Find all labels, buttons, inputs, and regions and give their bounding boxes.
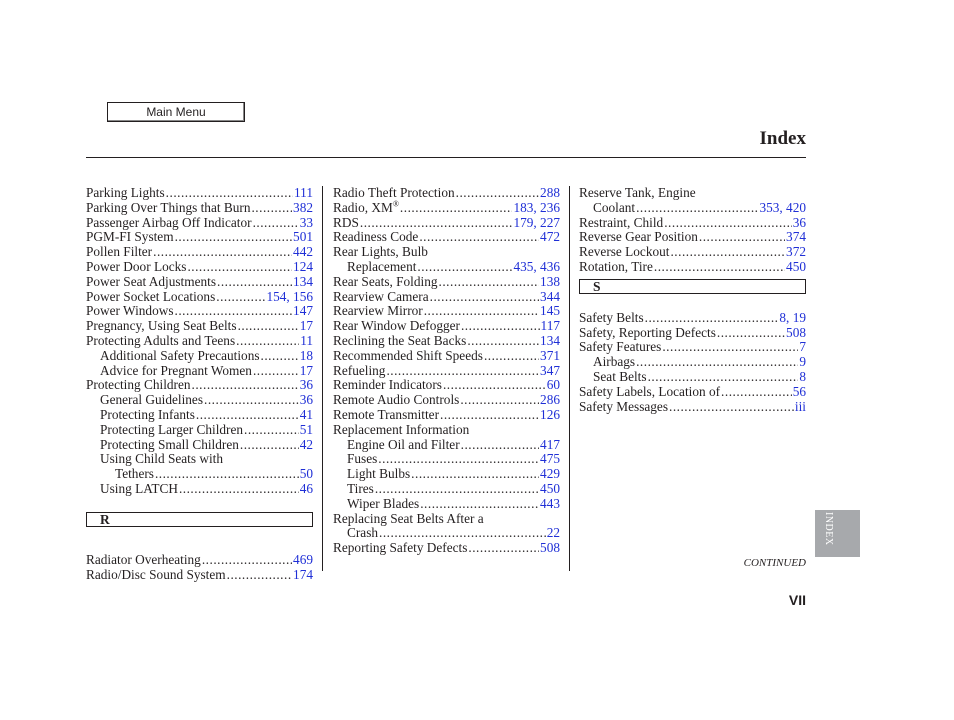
index-entry[interactable]: Power Socket Locations ..... 154, 156 — [86, 290, 313, 305]
index-entry[interactable]: Parking Lights ..... 111 — [86, 186, 313, 201]
index-subentry[interactable]: Crash ..... 22 — [333, 526, 560, 541]
letter-heading-s: S — [579, 279, 806, 294]
index-entry: Replacing Seat Belts After a — [333, 510, 484, 526]
header-rule — [86, 157, 806, 158]
index-entry[interactable]: Restraint, Child ..... 36 — [579, 216, 806, 231]
index-entry: Rear Lights, Bulb — [333, 244, 428, 260]
index-column-2 — [333, 186, 560, 556]
index-entry[interactable]: Remote Transmitter ..... 126 — [333, 408, 560, 423]
index-entry[interactable]: Parking Over Things that Burn ..... 382 — [86, 201, 313, 216]
index-subentry[interactable]: General Guidelines ..... 36 — [86, 393, 313, 408]
index-subentry: Using Child Seats with — [100, 451, 224, 467]
index-entry[interactable]: Power Seat Adjustments ..... 134 — [86, 275, 313, 290]
index-entry[interactable]: Pollen Filter ..... 442 — [86, 245, 313, 260]
column-divider — [569, 186, 570, 571]
index-subentry[interactable]: Tires ..... 450 — [333, 482, 560, 497]
column-divider — [322, 186, 323, 571]
index-entry[interactable]: Power Windows ..... 147 — [86, 304, 313, 319]
index-entry[interactable]: Safety, Reporting Defects ..... 508 — [579, 326, 806, 341]
index-entry[interactable]: Protecting Children ..... 36 — [86, 378, 313, 393]
index-entry[interactable]: Readiness Code ..... 472 — [333, 230, 560, 245]
index-section-tab[interactable]: INDEX — [815, 510, 860, 557]
index-entry: Replacement Information — [333, 421, 470, 437]
letter-heading-r: R — [86, 512, 313, 527]
main-menu-button[interactable]: Main Menu — [107, 102, 245, 122]
index-entry[interactable]: RDS ..... 179, 227 — [333, 216, 560, 231]
index-entry[interactable]: Power Door Locks ..... 124 — [86, 260, 313, 275]
index-column-1 — [86, 186, 313, 583]
index-subentry[interactable]: Using LATCH ..... 46 — [86, 482, 313, 497]
index-entry[interactable]: Reverse Gear Position ..... 374 — [579, 230, 806, 245]
index-entry[interactable]: Safety Features ..... 7 — [579, 340, 806, 355]
index-subentry[interactable]: Airbags ..... 9 — [579, 355, 806, 370]
index-entry[interactable]: Remote Audio Controls ..... 286 — [333, 393, 560, 408]
index-subentry[interactable]: Tethers ..... 50 — [86, 467, 313, 482]
index-entry[interactable]: Refueling ..... 347 — [333, 364, 560, 379]
index-entry[interactable]: Rear Window Defogger ..... 117 — [333, 319, 560, 334]
index-subentry[interactable]: Protecting Larger Children ..... 51 — [86, 423, 313, 438]
index-entry[interactable]: Reminder Indicators ..... 60 — [333, 378, 560, 393]
index-subentry[interactable]: Engine Oil and Filter ..... 417 — [333, 438, 560, 453]
index-column-3 — [579, 186, 806, 414]
index-subentry[interactable]: Protecting Infants ..... 41 — [86, 408, 313, 423]
index-entry[interactable]: Reporting Safety Defects ..... 508 — [333, 541, 560, 556]
index-entry[interactable]: Rear Seats, Folding ..... 138 — [333, 275, 560, 290]
index-entry[interactable]: Radio Theft Protection ..... 288 — [333, 186, 560, 201]
index-entry[interactable]: Radiator Overheating ..... 469 — [86, 553, 313, 568]
index-subentry[interactable]: Protecting Small Children ..... 42 — [86, 438, 313, 453]
index-entry[interactable]: Reverse Lockout ..... 372 — [579, 245, 806, 260]
index-entry[interactable]: Safety Labels, Location of ..... 56 — [579, 385, 806, 400]
index-subentry[interactable]: Fuses ..... 475 — [333, 452, 560, 467]
index-entry[interactable]: Rearview Mirror ..... 145 — [333, 304, 560, 319]
index-entry[interactable]: Radio/Disc Sound System ..... 174 — [86, 568, 313, 583]
index-entry[interactable]: Pregnancy, Using Seat Belts ..... 17 — [86, 319, 313, 334]
index-entry[interactable]: Safety Belts ..... 8, 19 — [579, 311, 806, 326]
registered-mark: ® — [392, 199, 399, 209]
index-subentry[interactable]: Replacement ..... 435, 436 — [333, 260, 560, 275]
index-subentry[interactable]: Advice for Pregnant Women ..... 17 — [86, 364, 313, 379]
index-subentry[interactable]: Wiper Blades ..... 443 — [333, 497, 560, 512]
index-subentry[interactable]: Seat Belts ..... 8 — [579, 370, 806, 385]
index-subentry[interactable]: Coolant ..... 353, 420 — [579, 201, 806, 216]
continued-note: CONTINUED — [743, 557, 806, 569]
index-entry: Reserve Tank, Engine — [579, 185, 696, 200]
index-entry[interactable]: Protecting Adults and Teens ..... 11 — [86, 334, 313, 349]
index-entry[interactable]: Radio, XM® ..... 183, 236 — [333, 201, 560, 216]
index-subentry[interactable]: Light Bulbs ..... 429 — [333, 467, 560, 482]
index-entry[interactable]: Rearview Camera ..... 344 — [333, 290, 560, 305]
index-entry[interactable]: Reclining the Seat Backs ..... 134 — [333, 334, 560, 349]
index-entry[interactable]: Safety Messages ..... iii — [579, 400, 806, 415]
index-entry[interactable]: Passenger Airbag Off Indicator ..... 33 — [86, 216, 313, 231]
index-subentry[interactable]: Additional Safety Precautions ..... 18 — [86, 349, 313, 364]
index-entry[interactable]: Recommended Shift Speeds ..... 371 — [333, 349, 560, 364]
page-title: Index — [759, 128, 806, 149]
index-entry[interactable]: PGM-FI System ..... 501 — [86, 230, 313, 245]
index-entry[interactable]: Rotation, Tire ..... 450 — [579, 260, 806, 275]
page-number: VII — [788, 592, 806, 608]
